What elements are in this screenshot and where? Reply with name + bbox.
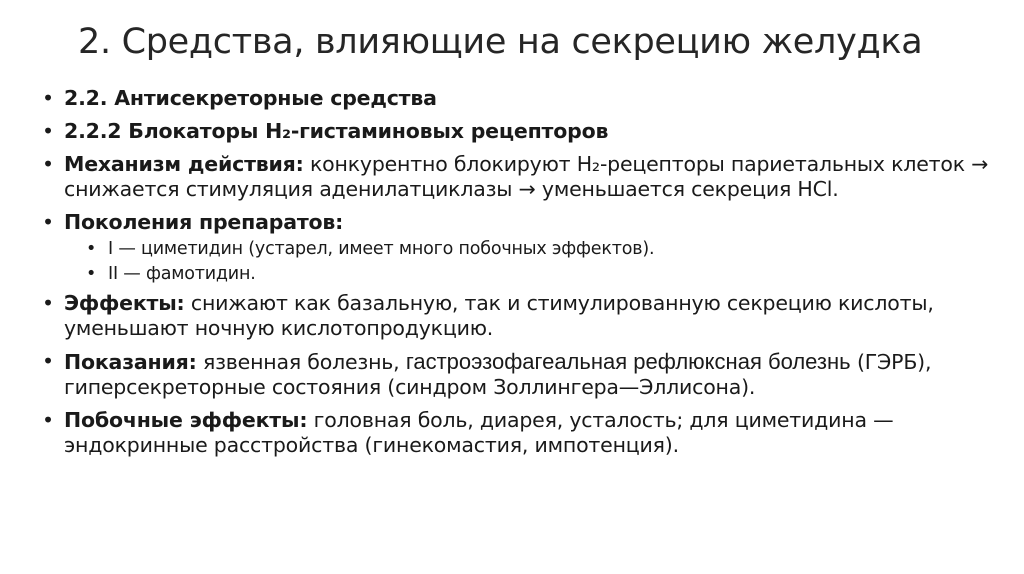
list-item — [40, 152, 990, 202]
list-item — [40, 408, 990, 458]
item-text: головная боль, диарея, усталость; для циметидина — эндокринные расстройства (гинекомастия, импотенция). — [64, 408, 894, 457]
list-item — [40, 86, 990, 111]
item-label: Механизм действия: — [64, 152, 304, 176]
item-label: 2.2.2 Блокаторы H₂-гистаминовых рецепторов — [64, 119, 609, 143]
item-text-highlight: гастроэзофагеальная рефлюксная болезнь — [405, 349, 851, 374]
list-item — [40, 119, 990, 144]
item-text: (ГЭРБ), гиперсекреторные состояния (синдром Золлингера—Эллисона). — [64, 350, 932, 399]
item-label: Эффекты: — [64, 291, 185, 315]
slide-title: 2. Средства, влияющие на секрецию желудка — [78, 22, 923, 62]
item-text: конкурентно блокируют H₂-рецепторы париетальных клеток → снижается стимуляция аденилатциклазы → уменьшается секреция HCl. — [64, 152, 989, 201]
item-label: Поколения препаратов: — [64, 210, 344, 234]
item-label: Показания: — [64, 350, 197, 374]
item-label: Побочные эффекты: — [64, 408, 308, 432]
bullet-list — [40, 86, 990, 466]
item-text: язвенная болезнь, — [202, 350, 400, 374]
item-label: 2.2. Антисекреторные средства — [64, 86, 437, 110]
list-item — [40, 210, 990, 287]
item-text: снижают как базальную, так и стимулированную секрецию кислоты, уменьшают ночную кислотопродукцию. — [64, 291, 934, 340]
list-item — [40, 291, 990, 341]
sub-list — [64, 237, 990, 287]
sub-list-item: • II — фамотидин. — [64, 262, 990, 287]
list-item — [40, 349, 990, 400]
sub-list-item: • I — циметидин (устарел, имеет много побочных эффектов). — [64, 237, 990, 262]
